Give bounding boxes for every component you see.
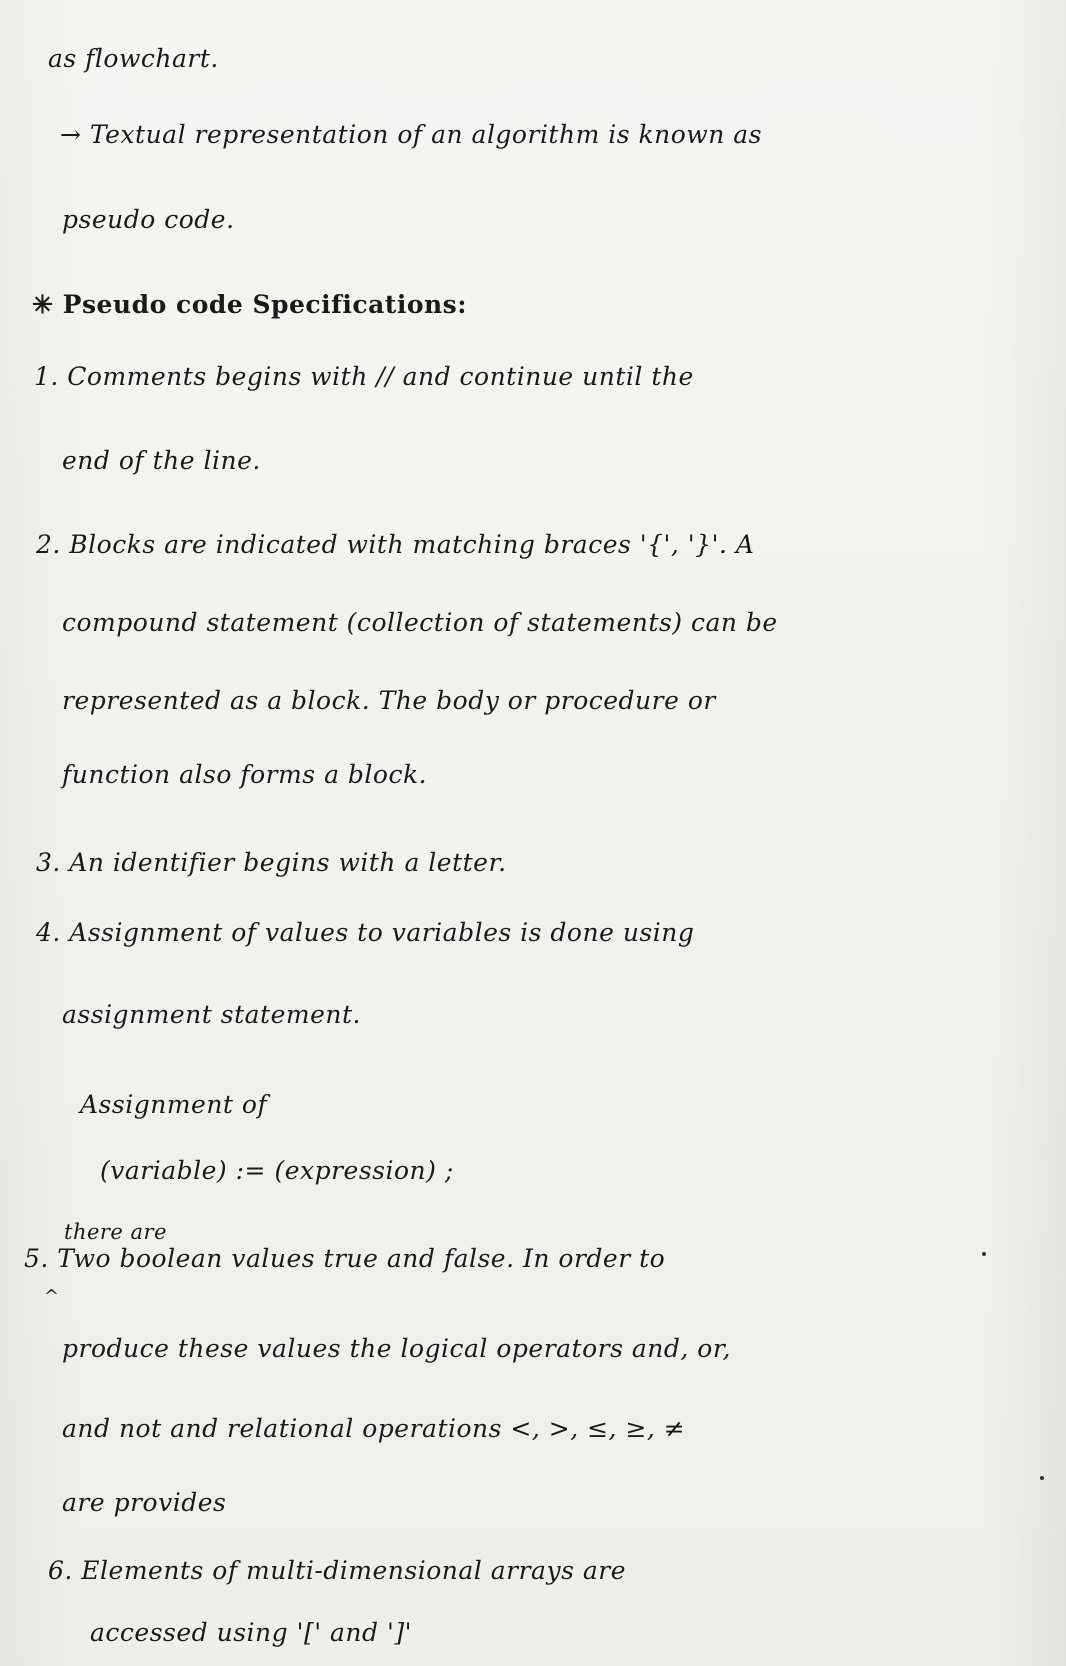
line-6: end of the line. — [62, 446, 261, 475]
stray-mark — [982, 1252, 986, 1256]
line-5: 1. Comments begins with // and continue until the — [34, 362, 694, 391]
insertion-caret: ^ — [44, 1286, 60, 1307]
line-19: are provides — [62, 1488, 227, 1517]
line-8: compound statement (collection of statements) can be — [62, 608, 778, 637]
line-1: as flowchart. — [48, 44, 219, 73]
line-17: produce these values the logical operators and, or, — [62, 1334, 731, 1363]
line-3: pseudo code. — [62, 205, 235, 234]
line-18: and not and relational operations <, >, ≤, ≥, ≠ — [62, 1414, 686, 1443]
section-heading: ✳ Pseudo code Specifications: — [32, 290, 467, 319]
line-12: 4. Assignment of values to variables is done using — [36, 918, 695, 947]
line-20: 6. Elements of multi-dimensional arrays are — [48, 1556, 626, 1585]
assignment-syntax: (variable) := (expression) ; — [100, 1156, 454, 1185]
line-9: represented as a block. The body or procedure or — [62, 686, 716, 715]
line-11: 3. An identifier begins with a letter. — [36, 848, 507, 877]
line-10: function also forms a block. — [62, 760, 428, 789]
line-14: Assignment of — [80, 1090, 268, 1119]
insertion-text: there are — [64, 1220, 168, 1244]
line-7: 2. Blocks are indicated with matching braces '{', '}'. A — [36, 530, 755, 559]
line-13: assignment statement. — [62, 1000, 361, 1029]
stray-mark — [1040, 1476, 1044, 1480]
line-21: accessed using '[' and ']' — [90, 1618, 412, 1647]
line-16: 5. Two boolean values true and false. In order to — [24, 1244, 666, 1273]
line-2: → Textual representation of an algorithm is known as — [60, 120, 762, 149]
